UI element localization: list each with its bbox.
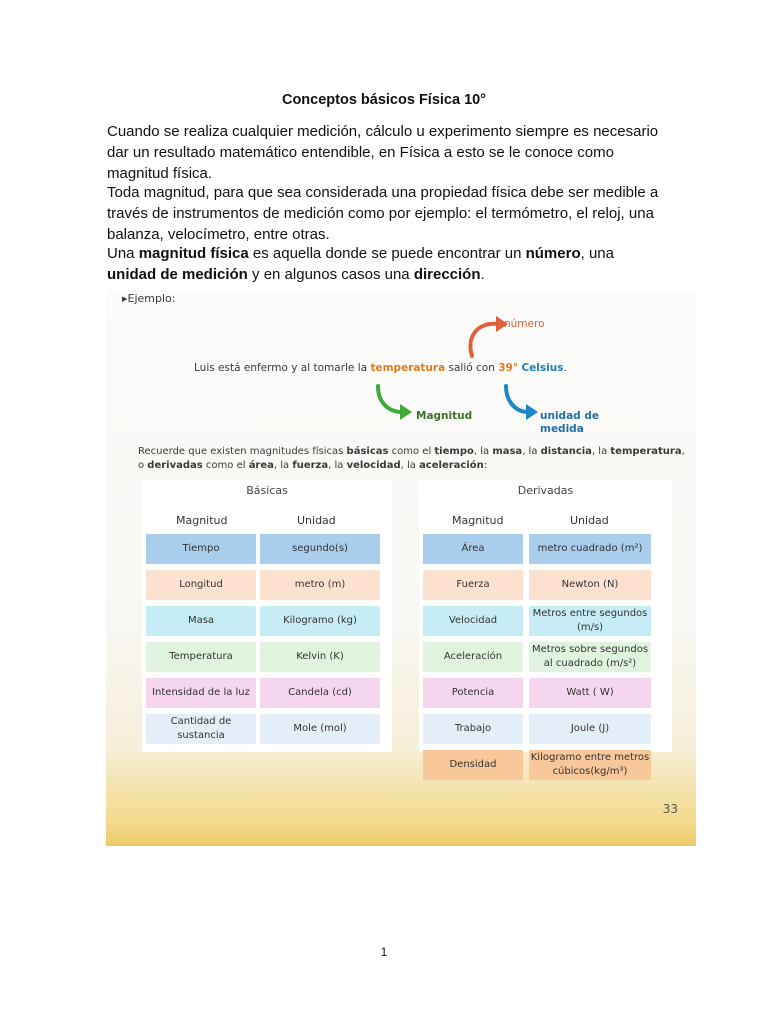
word-temperatura: temperatura xyxy=(370,362,446,374)
document-title: Conceptos básicos Física 10° xyxy=(281,92,487,108)
r-text-2: como el xyxy=(388,446,435,457)
table-cell-magnitud: Masa xyxy=(146,606,256,636)
table-cell-magnitud: Aceleración xyxy=(423,642,523,672)
r-text-4: , la xyxy=(522,446,541,457)
r-basicas: básicas xyxy=(346,446,389,457)
def-text-1: Una xyxy=(107,245,139,262)
table-cell-magnitud: Densidad xyxy=(423,750,523,780)
word-39: 39° xyxy=(498,362,519,374)
o-text-3: , la xyxy=(273,460,293,471)
def-text-2: es aquella donde se puede encontrar un xyxy=(248,245,526,262)
arrow-magnitud-icon xyxy=(378,386,402,412)
o-derivadas: derivadas xyxy=(147,460,203,471)
table-cell-magnitud: Intensidad de la luz xyxy=(146,678,256,708)
textbook-photo xyxy=(106,290,696,846)
table-cell-unidad: Newton (N) xyxy=(529,570,651,600)
paragraph-magnitud: Toda magnitud, para que sea considerada una propiedad física debe ser medible a través de instrumentos de medición como por ejemplo: el termómetro, el reloj, una balanza, velocímetro, entre otras. xyxy=(107,184,659,243)
paragraph-definition xyxy=(107,243,667,285)
o-fuerza: fuerza xyxy=(292,460,329,471)
r-distancia: distancia xyxy=(540,446,592,457)
def-text-4: y en algunos casos una xyxy=(247,266,414,283)
table-cell-unidad: Kelvin (K) xyxy=(260,642,380,672)
def-text-5: . xyxy=(480,266,485,283)
basicas-header-unidad: Unidad xyxy=(297,514,336,527)
arrow-unidad-head-icon xyxy=(526,404,538,420)
table-cell-unidad: metro (m) xyxy=(260,570,380,600)
o-text-2: como el xyxy=(202,460,249,471)
def-bold-unidad: unidad de medición xyxy=(107,266,248,283)
table-cell-unidad: segundo(s) xyxy=(260,534,380,564)
arrow-numero-icon xyxy=(470,324,498,356)
o-area: área xyxy=(248,460,274,471)
basicas-table xyxy=(142,480,392,752)
sentence-part-2: salió con xyxy=(445,362,499,374)
example-label: ▸Ejemplo: xyxy=(122,292,176,305)
sentence-part-1: Luis está enfermo y al tomarle la xyxy=(194,362,371,374)
derivadas-header-unidad: Unidad xyxy=(570,514,609,527)
table-cell-magnitud: Tiempo xyxy=(146,534,256,564)
paragraph-intro: Cuando se realiza cualquier medición, cálculo u experimento siempre es necesario dar un resultado matemático entendible, en Física a esto se le conoce como magnitud física. xyxy=(107,123,659,182)
word-celsius: Celsius xyxy=(521,362,564,374)
table-cell-magnitud: Velocidad xyxy=(423,606,523,636)
table-cell-magnitud: Cantidad de sustancia xyxy=(146,714,256,744)
r-masa: masa xyxy=(492,446,523,457)
label-unidad-medida: unidad de medida xyxy=(540,410,599,435)
def-bold-magnitud: magnitud física xyxy=(138,245,249,262)
table-cell-unidad: Kilogramo (kg) xyxy=(260,606,380,636)
table-cell-magnitud: Fuerza xyxy=(423,570,523,600)
derivadas-title: Derivadas xyxy=(517,484,574,497)
book-page-number: 33 xyxy=(662,802,678,816)
table-cell-magnitud: Trabajo xyxy=(423,714,523,744)
r-tiempo: tiempo xyxy=(434,446,474,457)
recuerde-line-1 xyxy=(138,443,696,460)
table-cell-unidad: Candela (cd) xyxy=(260,678,380,708)
table-cell-unidad: Kilogramo entre metros cúbicos(kg/m³) xyxy=(529,750,651,780)
derivadas-table xyxy=(419,480,672,777)
table-cell-magnitud: Temperatura xyxy=(146,642,256,672)
r-text-1: Recuerde que existen magnitudes físicas xyxy=(138,446,347,457)
table-cell-magnitud: Potencia xyxy=(423,678,523,708)
o-text-4: , la xyxy=(328,460,347,471)
r-text-3: , la xyxy=(473,446,493,457)
def-text-3: , una xyxy=(580,245,614,262)
table-cell-unidad: Watt ( W) xyxy=(529,678,651,708)
arrow-unidad-icon xyxy=(506,386,528,412)
basicas-title: Básicas xyxy=(246,484,288,497)
table-cell-unidad: Mole (mol) xyxy=(260,714,380,744)
table-cell-magnitud: Área xyxy=(423,534,523,564)
r-temperatura: temperatura xyxy=(610,446,682,457)
label-magnitud: Magnitud xyxy=(416,410,473,422)
table-cell-magnitud: Longitud xyxy=(146,570,256,600)
page-number: 1 xyxy=(380,945,388,959)
table-cell-unidad: Joule (J) xyxy=(529,714,651,744)
recuerde-line-2 xyxy=(138,460,487,471)
r-text-6: , xyxy=(681,446,685,457)
o-text-6: : xyxy=(483,460,488,471)
o-text-5: , la xyxy=(400,460,420,471)
label-numero: número xyxy=(504,318,545,330)
o-aceleracion: aceleración xyxy=(419,460,484,471)
sentence-part-4: . xyxy=(563,362,567,374)
def-bold-numero: número xyxy=(525,245,581,262)
table-cell-unidad: Metros entre segundos (m/s) xyxy=(529,606,651,636)
basicas-header-magnitud: Magnitud xyxy=(176,514,228,527)
arrow-magnitud-head-icon xyxy=(400,404,412,420)
o-text-1: o xyxy=(138,460,148,471)
r-text-5: , la xyxy=(591,446,611,457)
example-sentence xyxy=(194,362,567,374)
table-cell-unidad: metro cuadrado (m²) xyxy=(529,534,651,564)
derivadas-header-magnitud: Magnitud xyxy=(452,514,504,527)
def-bold-direccion: dirección xyxy=(413,266,481,283)
o-velocidad: velocidad xyxy=(346,460,401,471)
table-cell-unidad: Metros sobre segundos al cuadrado (m/s²) xyxy=(529,642,651,672)
